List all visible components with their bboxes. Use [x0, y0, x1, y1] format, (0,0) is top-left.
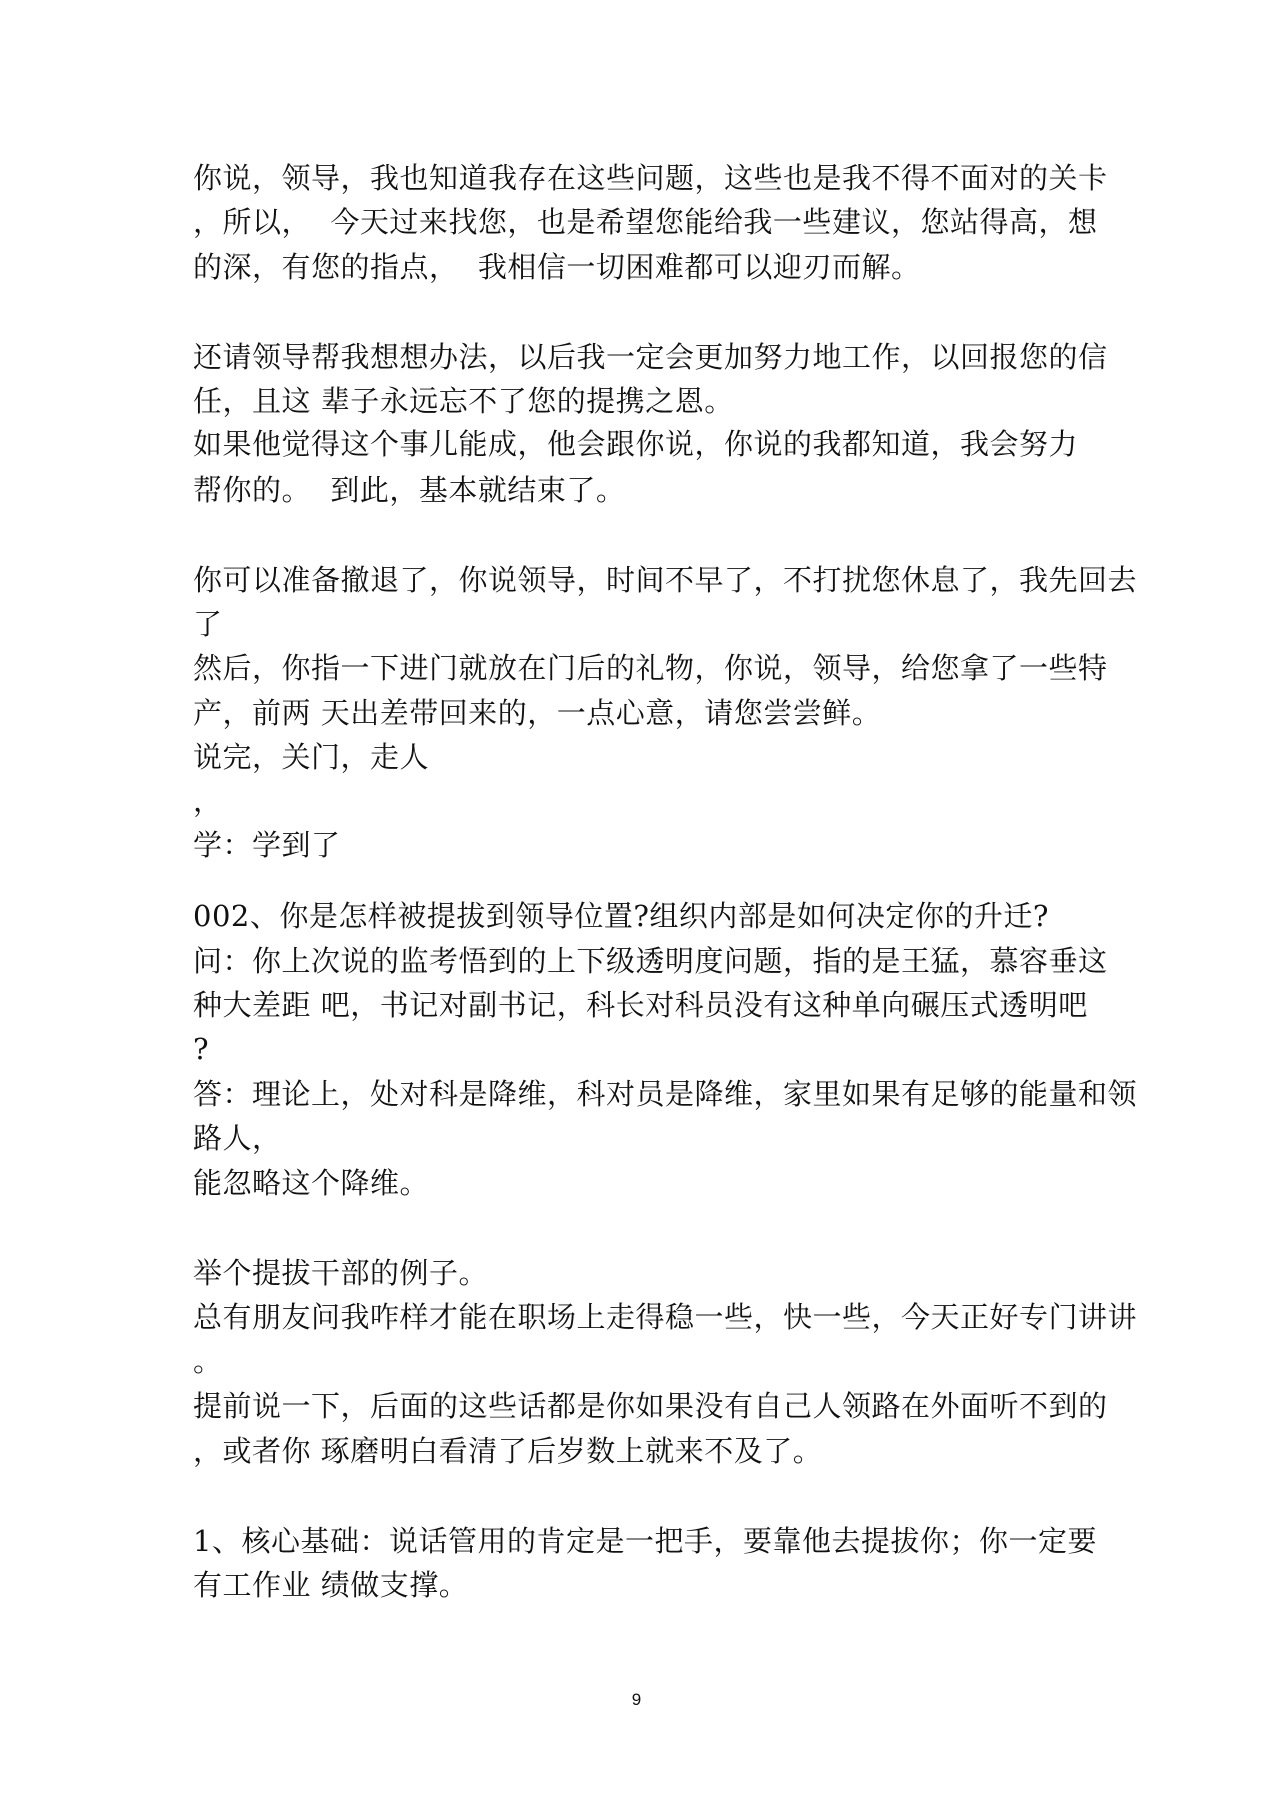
text-line: 问：你上次说的监考悟到的上下级透明度问题，指的是王猛，慕容垂这	[193, 944, 1108, 978]
text-line: 然后，你指一下进门就放在门后的礼物，你说，领导，给您拿了一些特	[193, 651, 1108, 685]
page-number: 9	[631, 1690, 642, 1709]
text-line: 你可以准备撤退了，你说领导，时间不早了，不打扰您休息了，我先回去	[193, 563, 1138, 597]
text-line: 路人，	[193, 1121, 282, 1155]
text-line: 。	[193, 1344, 223, 1378]
text-line: 种大差距 吧，书记对副书记，科长对科员没有这种单向碾压式透明吧	[193, 988, 1088, 1022]
text-line: 提前说一下，后面的这些话都是你如果没有自己人领路在外面听不到的	[193, 1389, 1108, 1423]
text-line: 任，且这 辈子永远忘不了您的提携之恩。	[193, 384, 734, 418]
text-line: ，所以， 今天过来找您，也是希望您能给我一些建议，您站得高，想	[193, 205, 1098, 239]
text-line: 帮你的。 到此，基本就结束了。	[193, 473, 626, 507]
text-line: 有工作业 绩做支撑。	[193, 1568, 469, 1602]
text-line: 的深，有您的指点， 我相信一切困难都可以迎刃而解。	[193, 250, 921, 284]
text-line: 总有朋友问我咋样才能在职场上走得稳一些，快一些，今天正好专门讲讲	[193, 1300, 1138, 1334]
text-line: 如果他觉得这个事儿能成，他会跟你说，你说的我都知道，我会努力	[193, 427, 1079, 461]
text-line: ?	[193, 1032, 210, 1066]
text-line: 1、核心基础：说话管用的肯定是一把手，要靠他去提拔你；你一定要	[193, 1524, 1097, 1558]
text-line: ，或者你 琢磨明白看清了后岁数上就来不及了。	[193, 1434, 823, 1468]
text-line: 你说，领导，我也知道我存在这些问题，这些也是我不得不面对的关卡	[193, 161, 1108, 195]
text-line: 能忽略这个降维。	[193, 1166, 430, 1200]
text-line: 产，前两 天出差带回来的，一点心意，请您尝尝鲜。	[193, 696, 882, 730]
text-line: 举个提拔干部的例子。	[193, 1256, 489, 1290]
text-line: 了	[193, 607, 223, 641]
text-line: ，	[193, 784, 223, 818]
text-line: 002、你是怎样被提拔到领导位置?组织内部是如何决定你的升迁?	[193, 899, 1049, 933]
text-line: 答：理论上，处对科是降维，科对员是降维，家里如果有足够的能量和领	[193, 1077, 1138, 1111]
text-line: 学：学到了	[193, 828, 341, 862]
text-line: 说完，关门，走人	[193, 740, 430, 774]
text-line: 还请领导帮我想想办法，以后我一定会更加努力地工作，以回报您的信	[193, 340, 1108, 374]
